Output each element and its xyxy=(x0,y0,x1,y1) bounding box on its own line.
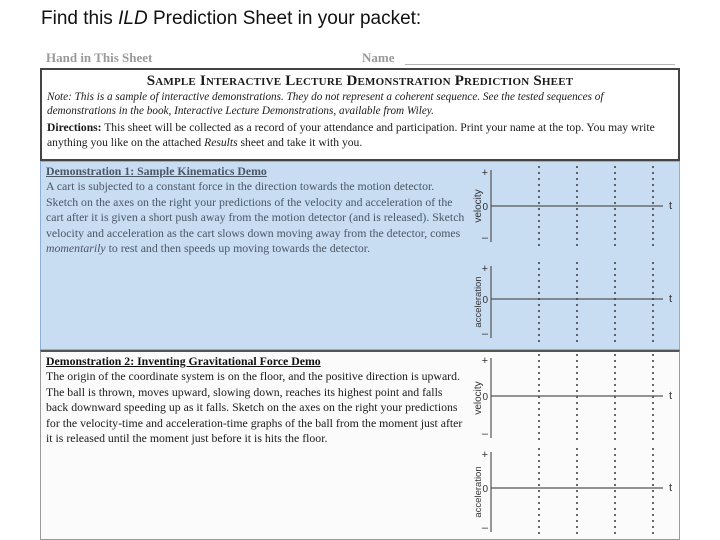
demonstration-1-section xyxy=(40,161,680,350)
time-axis-label: t xyxy=(669,390,673,402)
sheet-directions xyxy=(47,121,673,150)
demonstration-2-body xyxy=(46,369,467,446)
velocity-axis-label: velocity xyxy=(473,381,484,415)
directions-text-2: sheet and take it with you. xyxy=(237,135,363,149)
directions-text-1: This sheet will be collected as a record of your attendance and participation. Print your name at the top. You may write anything you like on the attached xyxy=(47,121,655,149)
slide-title-start: Find this xyxy=(41,8,119,29)
zero-label: 0 xyxy=(482,392,488,403)
slide-title xyxy=(41,8,421,30)
minus-sign: – xyxy=(481,522,488,534)
sheet-intro-box xyxy=(40,68,680,161)
minus-sign: – xyxy=(481,328,488,340)
directions-label: Directions: xyxy=(47,121,102,134)
plus-sign: + xyxy=(481,167,488,179)
demo-2-body-part1: The origin of the coordinate system is on the floor, and the positive direction is upward. The ball is thrown, moves upward, slowing down, reaches its highest point and falls back downward speeding up as it falls. Sketch on the axes on the right your predictions for the velocity-time and acceleration-time graphs of the ball from the moment just after it is released until the moment just before it is hits the floor. xyxy=(46,369,463,446)
demonstration-1-graphs xyxy=(467,162,681,349)
demo-1-prediction-axes[interactable] xyxy=(467,162,681,349)
velocity-axes[interactable] xyxy=(473,354,672,442)
zero-label: 0 xyxy=(482,202,488,213)
time-axis-label: t xyxy=(669,293,673,305)
sheet-note: Note: This is a sample of interactive demonstrations. They do not represent a coherent sequence. See the tested sequences of demonstrations in the book, Interactive Lecture Demonstrations, available from Wiley. xyxy=(47,91,604,117)
velocity-axis-label: velocity xyxy=(473,189,484,223)
time-axis-label: t xyxy=(669,200,673,212)
zero-label: 0 xyxy=(482,484,488,495)
slide-title-ild: ILD xyxy=(118,8,148,29)
plus-sign: + xyxy=(481,355,488,367)
slide-title-end: Prediction Sheet in your packet: xyxy=(147,8,422,29)
demonstration-1-body xyxy=(46,179,467,256)
name-label: Name xyxy=(362,50,395,65)
plus-sign: + xyxy=(481,263,488,275)
demonstration-2-text xyxy=(46,354,467,446)
demo-1-body-part1: A cart is subjected to a constant force in the direction towards the motion detector. Sketch on the axes on the right your predictions of the velocity and acceleration of the cart after it is given a short push away from the motion detector (and is released). Sketch velocity and acceleration as the cart slows down moving away from the detector, comes xyxy=(46,179,465,240)
demo-2-prediction-axes[interactable] xyxy=(467,352,681,539)
demonstration-1-heading: Demonstration 1: Sample Kinematics Demo xyxy=(46,164,267,178)
time-axis-label: t xyxy=(669,482,673,494)
hand-in-label: Hand in This Sheet xyxy=(46,50,153,65)
zero-label: 0 xyxy=(482,295,488,306)
acceleration-axis-label: acceleration xyxy=(473,466,484,518)
name-line xyxy=(405,64,675,65)
minus-sign: – xyxy=(481,232,488,244)
demonstration-2-heading: Demonstration 2: Inventing Gravitational Force Demo xyxy=(46,354,321,368)
velocity-axes[interactable] xyxy=(473,166,672,246)
minus-sign: – xyxy=(481,428,488,440)
demonstration-2-section xyxy=(40,350,680,540)
sheet-title: Sample Interactive Lecture Demonstration Prediction Sheet xyxy=(146,73,574,89)
demo-1-body-italic: momentarily xyxy=(46,241,106,256)
acceleration-axis-label: acceleration xyxy=(473,276,484,328)
directions-results-word: Results xyxy=(204,135,238,149)
acceleration-axes[interactable] xyxy=(473,448,672,536)
demo-1-body-part2: to rest and then speeds up moving towards the detector. xyxy=(105,241,371,256)
demonstration-1-text xyxy=(46,164,467,256)
demonstration-2-graphs xyxy=(467,352,681,539)
acceleration-axes[interactable] xyxy=(473,262,672,342)
plus-sign: + xyxy=(481,449,488,461)
